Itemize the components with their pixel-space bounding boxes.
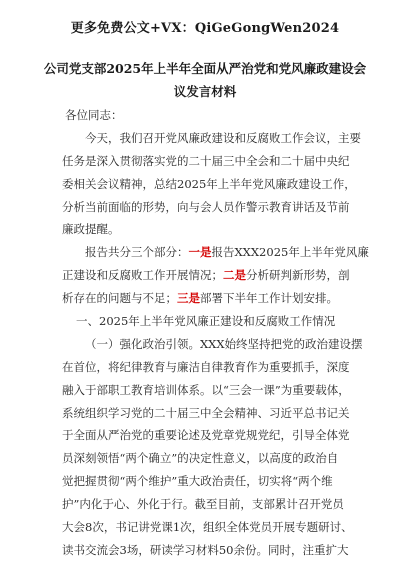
document-title-line-2: 议发言材料 — [173, 84, 237, 99]
paragraph-3-line: 系统组织学习党的二十届三中全会精神、习近平总书记关 — [62, 405, 350, 420]
paragraph-1-line: 任务是深入贯彻落实党的二十届三中全会和二十届中央纪 — [62, 153, 350, 168]
paragraph-2-line — [62, 264, 362, 287]
paragraph-3-line: 员深刻领悟“两个确立”的决定性意义，以高度的政治自 — [62, 451, 339, 466]
paragraph-3-line: 读书交流会3场，研读学习材料50余份。同时，注重扩大 — [62, 542, 349, 557]
paragraph-3-line: 在首位，将纪律教育与廉洁自律教育作为重要抓手，深度 — [62, 359, 350, 374]
paragraph-3-line: 融入于部职工教育培训体系。以“三会一课”为重要载体， — [62, 382, 350, 397]
paragraph-1-line: 今天，我们召开党风廉政建设和反腐败工作会议，主要 — [85, 130, 361, 145]
paragraph-3-line: 大会8次，书记讲党课1次，组织全体党员开展专题研讨、 — [62, 520, 353, 535]
paragraph-3-line: （一）强化政治引领。XXX始终坚持把党的政治建设摆 — [85, 336, 363, 351]
paragraph-2-line — [62, 287, 362, 310]
paragraph-3-line: 觉把握贯彻“两个维护”重大政治责任，切实将“两个维 — [62, 474, 333, 489]
paragraph-3-line: 于全面从严治党的重要论述及党章党规党纪，引导全体党 — [62, 428, 350, 443]
paragraph-2-text: 报告共分三个部分： — [85, 245, 189, 260]
paragraph-2-text: 正建设和反腐败工作开展情况； — [62, 268, 223, 283]
paragraph-2-text: 析存在的问题与不足； — [62, 291, 177, 306]
paragraph-1-line: 分析当前面临的形势，向与会人员作警示教育讲话及节前 — [62, 199, 350, 214]
paragraph-1-line: 廉政提醒。 — [62, 222, 120, 237]
salutation: 各位同志： — [65, 108, 123, 122]
paragraph-2-text: 部署下半年工作计划安排。 — [200, 291, 338, 306]
promo-header: 更多免费公文+VX：QiGeGongWen2024 — [70, 21, 340, 36]
document-body — [62, 104, 369, 562]
section-heading-1: 一、2025年上半年党风廉正建设和反腐败工作情况 — [76, 314, 336, 329]
highlight-first: 一是 — [188, 245, 212, 260]
paragraph-2-line — [62, 241, 369, 264]
paragraph-2-text: 分析研判新形势，剖 — [246, 268, 350, 283]
paragraph-1-line: 委相关会议精神，总结2025年上半年党风廉政建设工作， — [62, 176, 356, 191]
paragraph-2-text: 报告XXX2025年上半年党风廉 — [211, 245, 369, 260]
highlight-third: 三是 — [177, 291, 200, 306]
paragraph-3-line: 护”内化于心、外化于行。截至目前，支部累计召开党员 — [62, 497, 344, 512]
highlight-second: 二是 — [223, 268, 246, 283]
document-title-line-1: 公司党支部2025年上半年全面从严治党和党风廉政建设会 — [43, 61, 367, 76]
